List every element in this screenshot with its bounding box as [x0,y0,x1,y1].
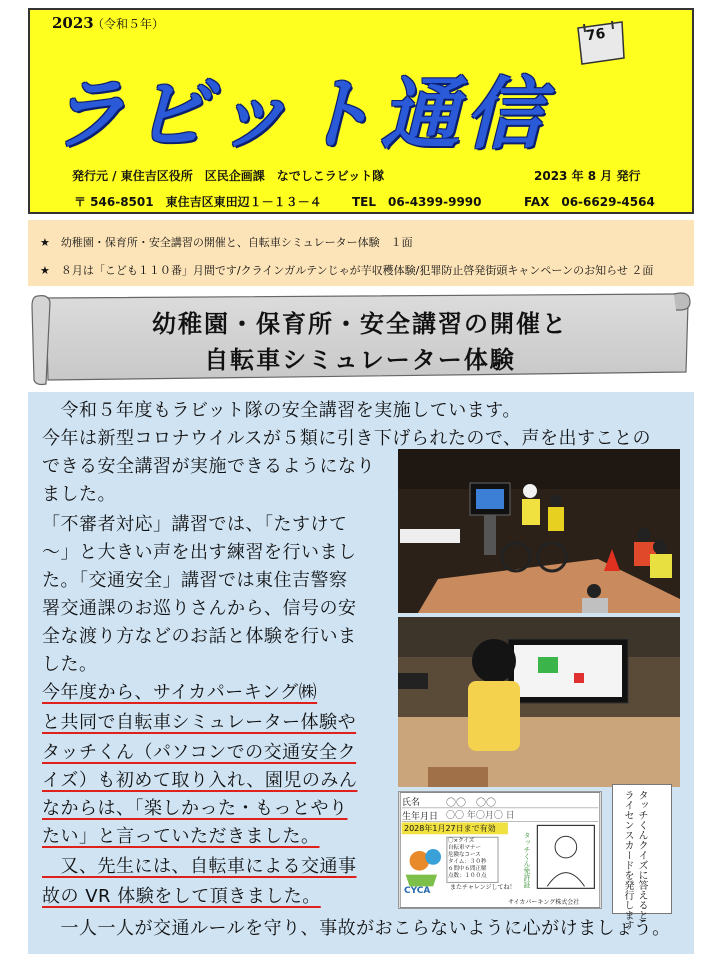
article-line: イズ）も初めて取り入れ、園児のみん [42,770,358,791]
article-line: 全な渡り方などのお話と体験を行いま [42,626,357,647]
article-line: 令和５年度もラビット隊の安全講習を実施しています。 [42,400,521,421]
article-line: た。「交通安全」講習では東住吉警察 [42,570,348,591]
card-retry: またチャレンジしてね！ [450,884,516,891]
newsletter-title: ラビット通信 [48,70,549,160]
article-line: ました。 [42,484,116,505]
card-validity: 2028年1月27日まで有効 [404,824,496,833]
article-line: 一人一人が交通ルールを守り、事故がおこらないように心がけましょう。 [42,918,671,939]
article-line: 今年度から、サイカパーキング㈱ [42,682,318,703]
article-line: と共同で自転車シミュレーター体験や [42,712,357,733]
article-line: 署交通課のお巡りさんから、信号の安 [42,598,357,619]
article-line: ～」と大きい声を出す練習を行いまし [42,542,357,563]
card-side-text: タッチくん免許証 [523,832,531,888]
bicycle-simulator-photo [398,449,680,613]
article-line: なからは、「楽しかった・もっとやり [42,798,348,819]
card-company: サイカパーキング株式会社 [508,899,580,906]
article-line: できる安全講習が実施できるようになり [42,456,375,477]
issue-date: 2023 年 8 月 発行 [534,169,641,183]
card-dob-value: 〇〇 年〇月〇 日 [446,811,515,821]
article-title-line: 幼稚園・保育所・安全講習の開催と [152,310,568,338]
address: 〒 546-8501 東住吉区東田辺１－１３－４ [74,195,322,209]
article-line: 「不審者対応」講習では、「たすけて [42,514,348,535]
publisher: 発行元 / 東住吉区役所 区民企画課 なでしこラビット隊 [72,169,385,183]
article-line: 今年は新型コロナウイルスが５類に引き下げられたので、声を出すことの [42,428,652,449]
card-items: 〇×クイズ 自転車マナー 危険なコース タイム：３０秒 ６問中６問正解 点数：１００点 [448,838,487,879]
fax-number: FAX 06-6629-4564 [524,195,655,209]
article-line: タッチくん（パソコンでの交通安全ク [42,742,357,763]
card-name-value: 〇〇 〇〇 [446,798,496,809]
article-title-line: 自転車シミュレーター体験 [204,346,516,374]
toc-item: ★ 幼稚園・保育所・安全講習の開催と、自転車シミュレーター体験 １面 [40,236,413,249]
issue-era: （令和５年） [92,17,165,31]
issue-number: 76 [584,25,607,45]
callout-text: タッチくんクイズに答えると ライセンスカードを発行します [622,790,647,930]
toc-item: ★ ８月は「こども１１０番」月間です/クラインガルテンじゃが芋収穫体験/犯罪防止啓発街頭キャンペーンのお知らせ ２面 [40,264,654,277]
article-line: たい」と言っていただきました。 [42,826,320,847]
phone-number: TEL 06-4399-9990 [352,195,482,209]
article-line: 又、先生には、自転車による交通事 [42,856,357,877]
article-line: 故の VR 体験をして頂きました。 [42,886,321,907]
article-line: した。 [42,654,98,675]
card-name-label: 氏名 [402,798,421,808]
card-dob-label: 生年月日 [402,812,439,822]
quiz-computer-photo [398,617,680,787]
issue-year: 2023 [52,14,94,32]
cyca-logo: CYCA [404,886,431,896]
